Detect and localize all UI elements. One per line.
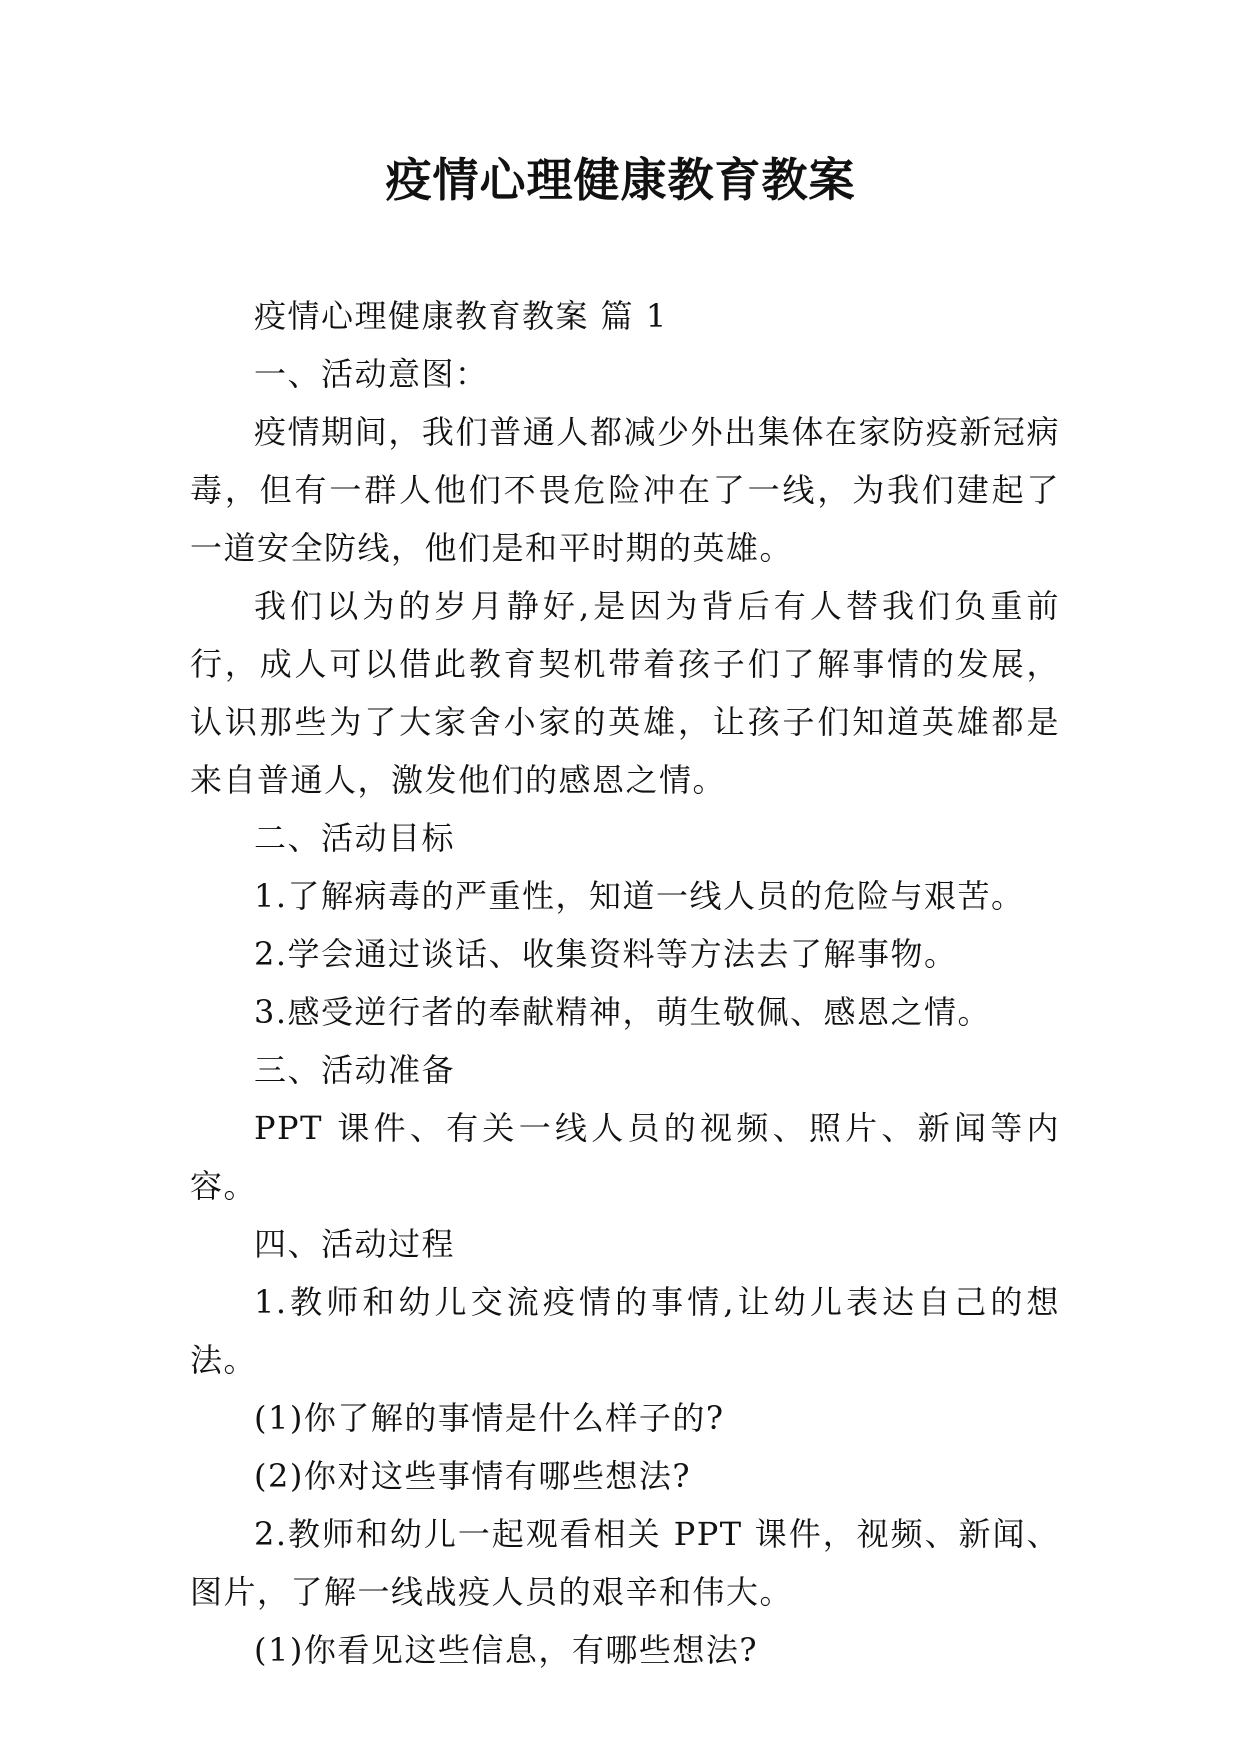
paragraph-heading-intent: 一、活动意图： — [254, 355, 489, 393]
paragraph-heading-preparation: 三、活动准备 — [254, 1051, 456, 1089]
paragraph-preparation: PPT 课件、有关一线人员的视频、照片、新闻等内容。 — [190, 1109, 1060, 1205]
paragraph-section-heading: 疫情心理健康教育教案 篇 1 — [254, 297, 668, 335]
paragraph-intent-2: 我们以为的岁月静好,是因为背后有人替我们负重前行，成人可以借此教育契机带着孩子们了解事情的发展，认识那些为了大家舍小家的英雄，让孩子们知道英雄都是来自普通人，激发他们的感恩之情。 — [190, 587, 1060, 799]
paragraph-process-1-q1: (1)你了解的事情是什么样子的? — [254, 1399, 725, 1437]
document-body — [190, 287, 1060, 1679]
paragraph-goal-2: 2.学会通过谈话、收集资料等方法去了解事物。 — [254, 935, 958, 973]
paragraph-heading-goals: 二、活动目标 — [254, 819, 456, 857]
paragraph-goal-1: 1.了解病毒的严重性，知道一线人员的危险与艰苦。 — [254, 877, 1025, 915]
paragraph-process-1: 1.教师和幼儿交流疫情的事情,让幼儿表达自己的想法。 — [190, 1283, 1060, 1379]
paragraph-process-1-q2: (2)你对这些事情有哪些想法? — [254, 1457, 691, 1495]
paragraph-process-2: 2.教师和幼儿一起观看相关 PPT 课件，视频、新闻、图片，了解一线战疫人员的艰辛和伟大。 — [190, 1515, 1060, 1611]
document-title: 疫情心理健康教育教案 — [385, 153, 856, 207]
paragraph-heading-process: 四、活动过程 — [254, 1225, 456, 1263]
paragraph-intent-1: 疫情期间，我们普通人都减少外出集体在家防疫新冠病毒，但有一群人他们不畏危险冲在了一线，为我们建起了一道安全防线，他们是和平时期的英雄。 — [190, 413, 1060, 567]
paragraph-goal-3: 3.感受逆行者的奉献精神，萌生敬佩、感恩之情。 — [254, 993, 992, 1031]
paragraph-process-2-q1: (1)你看见这些信息，有哪些想法? — [254, 1631, 758, 1669]
